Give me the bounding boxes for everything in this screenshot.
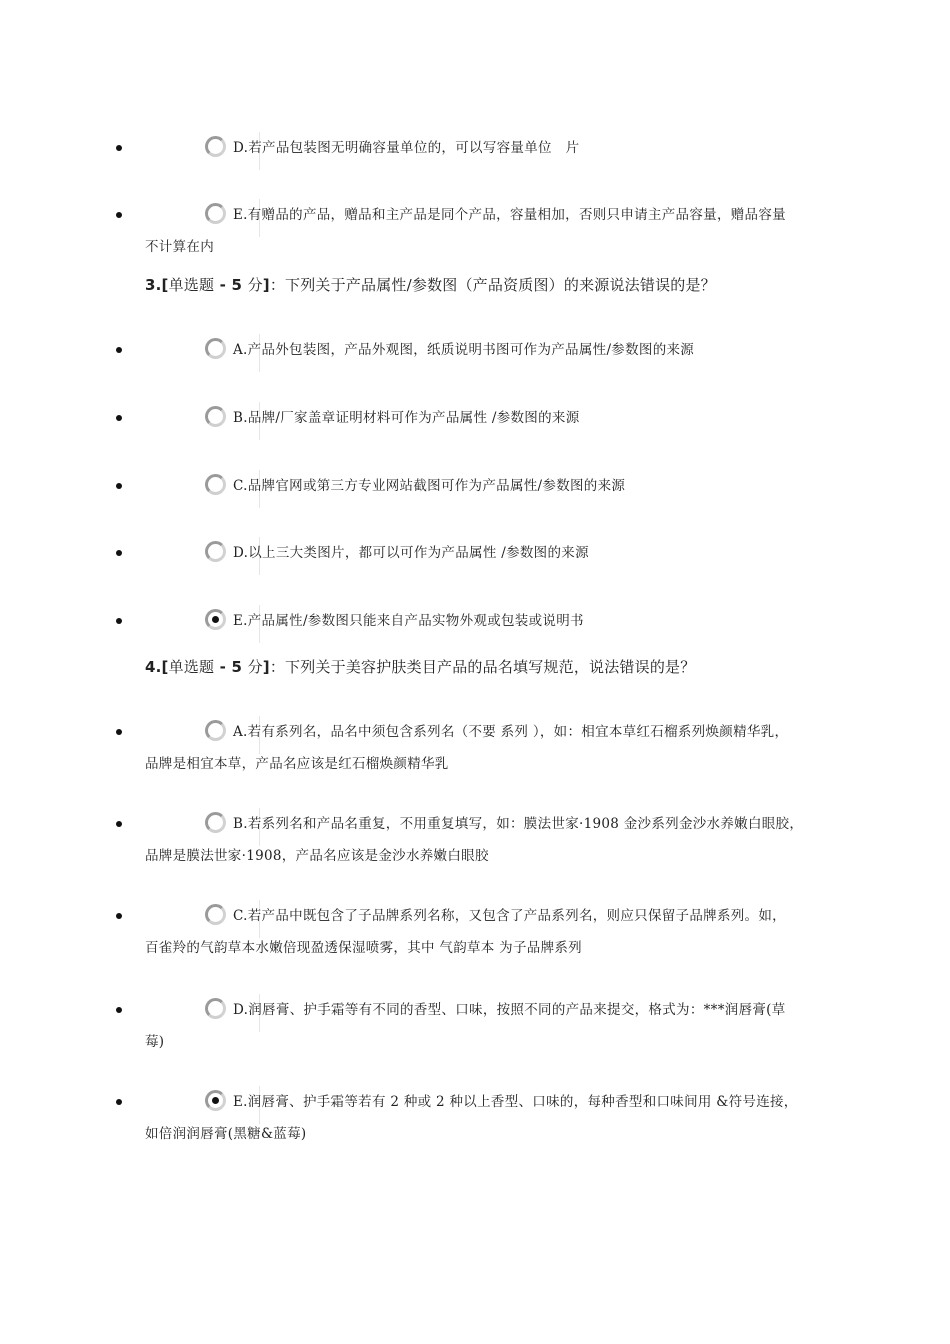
radio-option-e-selected[interactable]	[205, 609, 226, 630]
radio-option-d[interactable]	[205, 136, 226, 157]
option-text	[145, 900, 813, 964]
option-text	[145, 1086, 813, 1150]
bracket: [	[161, 276, 169, 294]
option-letter: C.	[233, 478, 248, 494]
bullet	[116, 415, 122, 421]
option-label: 润唇膏、护手霜等若有 2 种或 2 种以上香型、口味的，每种香型和口味间用 &符号连接，	[247, 1094, 798, 1110]
option-letter: E.	[233, 207, 248, 223]
radio-option-d[interactable]	[205, 998, 226, 1019]
option-letter: E.	[233, 613, 248, 629]
question-number: 4.	[145, 658, 162, 676]
question-title	[145, 274, 825, 296]
bullet	[116, 618, 122, 624]
option-letter: B.	[233, 410, 248, 426]
option-label: 品牌官网或第三方专业网站截图可作为产品属性/参数图的来源	[247, 478, 626, 494]
bullet	[116, 729, 122, 735]
radio-option-a[interactable]	[205, 338, 226, 359]
option-letter: A.	[233, 724, 248, 740]
radio-option-e[interactable]	[205, 203, 226, 224]
option-label-continued: 品牌是膜法世家·1908，产品名应该是金沙水养嫩白眼胶	[145, 848, 489, 864]
option-letter: D.	[233, 140, 249, 156]
option-text	[233, 402, 813, 434]
bracket: ]	[262, 276, 270, 294]
option-label-continued: 如倍润润唇膏(黑糖&蓝莓)	[145, 1126, 307, 1142]
option-text	[233, 537, 813, 569]
option-label-continued: 品牌是相宜本草，产品名应该是红石榴焕颜精华乳	[145, 756, 449, 772]
radio-option-c[interactable]	[205, 474, 226, 495]
option-label: 品牌/厂家盖章证明材料可作为产品属性 /参数图的来源	[247, 410, 580, 426]
bullet	[116, 212, 122, 218]
radio-option-b[interactable]	[205, 812, 226, 833]
option-letter: C.	[233, 908, 248, 924]
option-text	[233, 470, 813, 502]
radio-option-e-selected[interactable]	[205, 1090, 226, 1111]
option-label: 以上三大类图片，都可以可作为产品属性 /参数图的来源	[248, 545, 589, 561]
option-text	[145, 716, 813, 780]
bracket: [	[161, 658, 169, 676]
question-title	[145, 656, 825, 678]
question-score: - 5	[214, 658, 248, 676]
radio-option-b[interactable]	[205, 406, 226, 427]
question-text: ：下列关于产品属性/参数图（产品资质图）的来源说法错误的是？	[269, 276, 716, 294]
option-label: 润唇膏、护手霜等有不同的香型、口味，按照不同的产品来提交，格式为：***润唇膏(草	[248, 1002, 786, 1018]
bullet	[116, 1007, 122, 1013]
option-label-continued: 莓)	[145, 1034, 165, 1050]
option-text	[233, 132, 813, 164]
option-label-continued: 百雀羚的气韵草本水嫩倍现盈透保湿喷雾，其中 气韵草本 为子品牌系列	[145, 940, 582, 956]
option-letter: A.	[233, 342, 248, 358]
bullet	[116, 483, 122, 489]
score-unit: 分	[247, 276, 263, 294]
option-letter: E.	[233, 1094, 248, 1110]
bullet	[116, 913, 122, 919]
option-text	[145, 994, 813, 1058]
option-letter: D.	[233, 1002, 249, 1018]
bullet	[116, 1099, 122, 1105]
question-score: - 5	[214, 276, 248, 294]
option-label: 产品外包装图，产品外观图，纸质说明书图可作为产品属性/参数图的来源	[247, 342, 695, 358]
bullet	[116, 347, 122, 353]
option-label: 若系列名和产品名重复，不用重复填写，如：膜法世家·1908 金沙系列金沙水养嫩白眼胶，	[247, 816, 804, 832]
option-text	[145, 199, 813, 263]
option-label: 若产品中既包含了子品牌系列名称，又包含了产品系列名，则应只保留子品牌系列。如，	[247, 908, 786, 924]
option-label: 若有系列名，品名中须包含系列名（不要 系列 ），如：相宜本草红石榴系列焕颜精华乳，	[247, 724, 789, 740]
bullet	[116, 821, 122, 827]
radio-option-d[interactable]	[205, 541, 226, 562]
question-number: 3.	[145, 276, 162, 294]
option-label-continued: 不计算在内	[145, 239, 214, 255]
question-text: ：下列关于美容护肤类目产品的品名填写规范，说法错误的是？	[269, 658, 696, 676]
option-letter: D.	[233, 545, 249, 561]
bullet	[116, 550, 122, 556]
option-letter: B.	[233, 816, 248, 832]
option-label: 产品属性/参数图只能来自产品实物外观或包装或说明书	[247, 613, 584, 629]
option-text	[145, 808, 813, 872]
bracket: ]	[262, 658, 270, 676]
bullet	[116, 145, 122, 151]
radio-option-c[interactable]	[205, 904, 226, 925]
radio-option-a[interactable]	[205, 720, 226, 741]
option-label: 若产品包装图无明确容量单位的，可以写容量单位 片	[248, 140, 580, 156]
question-type: 单选题	[168, 658, 215, 676]
option-label: 有赠品的产品，赠品和主产品是同个产品，容量相加，否则只申请主产品容量，赠品容量	[247, 207, 786, 223]
score-unit: 分	[247, 658, 263, 676]
option-text	[233, 605, 813, 637]
option-text	[233, 334, 813, 366]
question-type: 单选题	[168, 276, 215, 294]
